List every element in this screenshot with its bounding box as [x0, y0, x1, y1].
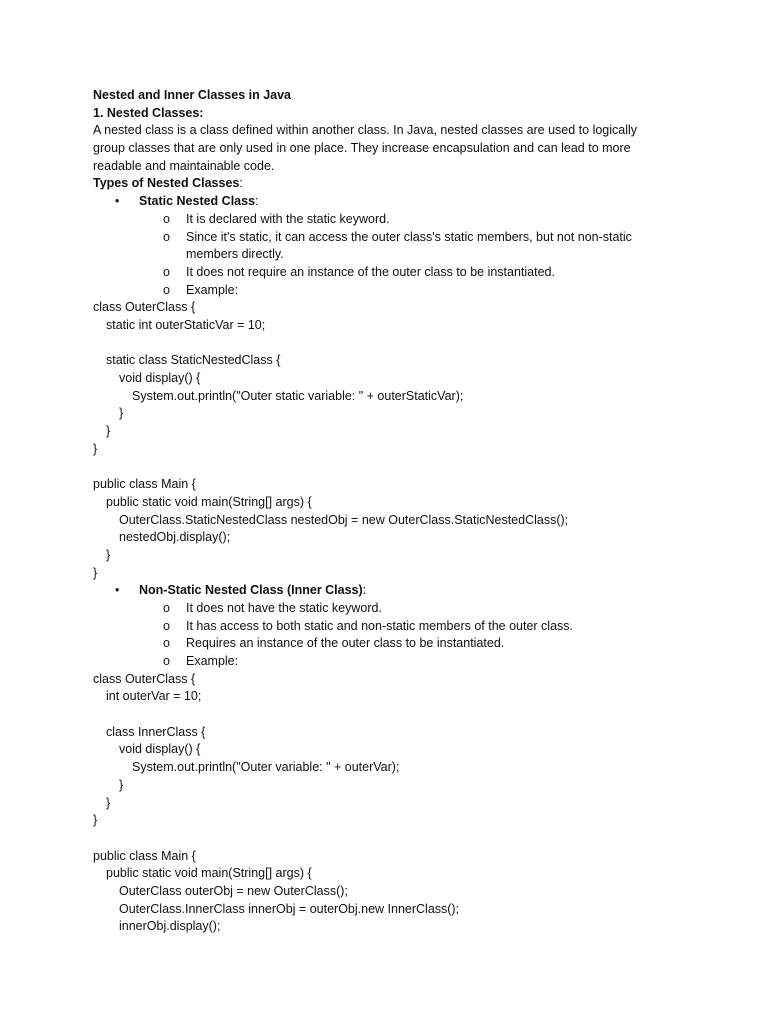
- code-line: OuterClass.StaticNestedClass nestedObj = new OuterClass.StaticNestedClass();: [119, 512, 569, 527]
- types-heading: Types of Nested Classes: [93, 176, 240, 191]
- sub-bullet-text: Example:: [186, 282, 239, 297]
- sub-bullet-text: It is declared with the static keyword.: [186, 211, 390, 226]
- sub-bullet: [93, 211, 653, 229]
- bullet-heading: Static Nested Class: [139, 194, 256, 209]
- sub-bullet-icon: o: [163, 229, 170, 244]
- sub-bullet-text: It does not require an instance of the outer class to be instantiated.: [186, 264, 555, 279]
- code-line: OuterClass outerObj = new OuterClass();: [119, 883, 348, 898]
- sub-bullet-text: It does not have the static keyword.: [186, 600, 382, 615]
- sub-bullet-icon: o: [163, 600, 170, 615]
- code-line: void display() {: [119, 371, 201, 385]
- document-content: [93, 87, 653, 936]
- code-line: }: [119, 406, 124, 421]
- bullet-icon: •: [115, 194, 120, 209]
- blank-line: [93, 458, 653, 476]
- intro-paragraph-line: readable and maintainable code.: [93, 158, 275, 173]
- code-line: OuterClass.InnerClass innerObj = outerObj.new InnerClass();: [119, 901, 460, 916]
- blank-line: [93, 335, 653, 353]
- types-colon: :: [239, 176, 243, 191]
- code-line: }: [106, 547, 111, 562]
- sub-bullet-text: Requires an instance of the outer class to be instantiated.: [186, 636, 505, 651]
- blank-line: [93, 830, 653, 848]
- bullet-heading: Non-Static Nested Class (Inner Class): [139, 583, 363, 598]
- code-line: }: [106, 424, 111, 439]
- sub-bullet-text: Example:: [186, 654, 239, 668]
- sub-bullet: [93, 618, 653, 636]
- sub-bullet-icon: o: [163, 264, 170, 279]
- code-line: int outerVar = 10;: [106, 689, 202, 704]
- sub-bullet-continuation: members directly.: [186, 247, 284, 262]
- sub-bullet: [93, 229, 653, 247]
- code-line: public class Main {: [93, 848, 196, 863]
- code-line: static int outerStaticVar = 10;: [106, 317, 266, 332]
- code-line: void display() {: [119, 742, 201, 757]
- sub-bullet-text: Since it's static, it can access the outer class's static members, but not non-static: [186, 229, 632, 244]
- code-line: }: [93, 813, 98, 828]
- intro-paragraph-line: group classes that are only used in one place. They increase encapsulation and can lead to more: [93, 141, 631, 156]
- blank-line: [93, 706, 653, 724]
- sub-bullet-icon: o: [163, 636, 170, 651]
- sub-bullet: [93, 282, 653, 300]
- code-line: innerObj.display();: [119, 919, 221, 934]
- sub-bullet: [93, 653, 653, 671]
- intro-paragraph-line: A nested class is a class defined within another class. In Java, nested classes are used to logically: [93, 123, 638, 138]
- bullet-static-nested: [93, 193, 653, 211]
- sub-bullet-icon: o: [163, 211, 170, 226]
- code-line: }: [93, 441, 98, 456]
- code-line: System.out.println("Outer variable: " + outerVar);: [132, 760, 400, 775]
- sub-bullet: [93, 264, 653, 282]
- bullet-colon: :: [362, 583, 367, 598]
- code-line: class OuterClass {: [93, 671, 196, 686]
- sub-bullet-icon: o: [163, 282, 170, 297]
- code-line: }: [93, 565, 98, 580]
- code-line: static class StaticNestedClass {: [106, 353, 281, 368]
- code-line: public class Main {: [93, 477, 196, 492]
- bullet-colon: :: [255, 194, 259, 209]
- sub-bullet-icon: o: [163, 654, 170, 668]
- sub-bullet: [93, 600, 653, 618]
- section-heading: 1. Nested Classes:: [93, 105, 204, 120]
- code-line: }: [119, 777, 124, 792]
- code-line: class OuterClass {: [93, 300, 196, 315]
- sub-bullet: [93, 635, 653, 653]
- code-line: public static void main(String[] args) {: [106, 866, 312, 881]
- sub-bullet-text: It has access to both static and non-static members of the outer class.: [186, 618, 573, 633]
- bullet-inner-class: [93, 582, 653, 600]
- sub-bullet-icon: o: [163, 618, 170, 633]
- code-line: }: [106, 795, 111, 810]
- code-line: class InnerClass {: [106, 724, 206, 739]
- code-line: nestedObj.display();: [119, 530, 231, 545]
- bullet-icon: •: [115, 583, 120, 598]
- code-line: public static void main(String[] args) {: [106, 494, 312, 509]
- document-title: Nested and Inner Classes in Java: [93, 88, 292, 102]
- types-heading-line: [93, 175, 653, 193]
- code-line: System.out.println("Outer static variable: " + outerStaticVar);: [132, 388, 464, 403]
